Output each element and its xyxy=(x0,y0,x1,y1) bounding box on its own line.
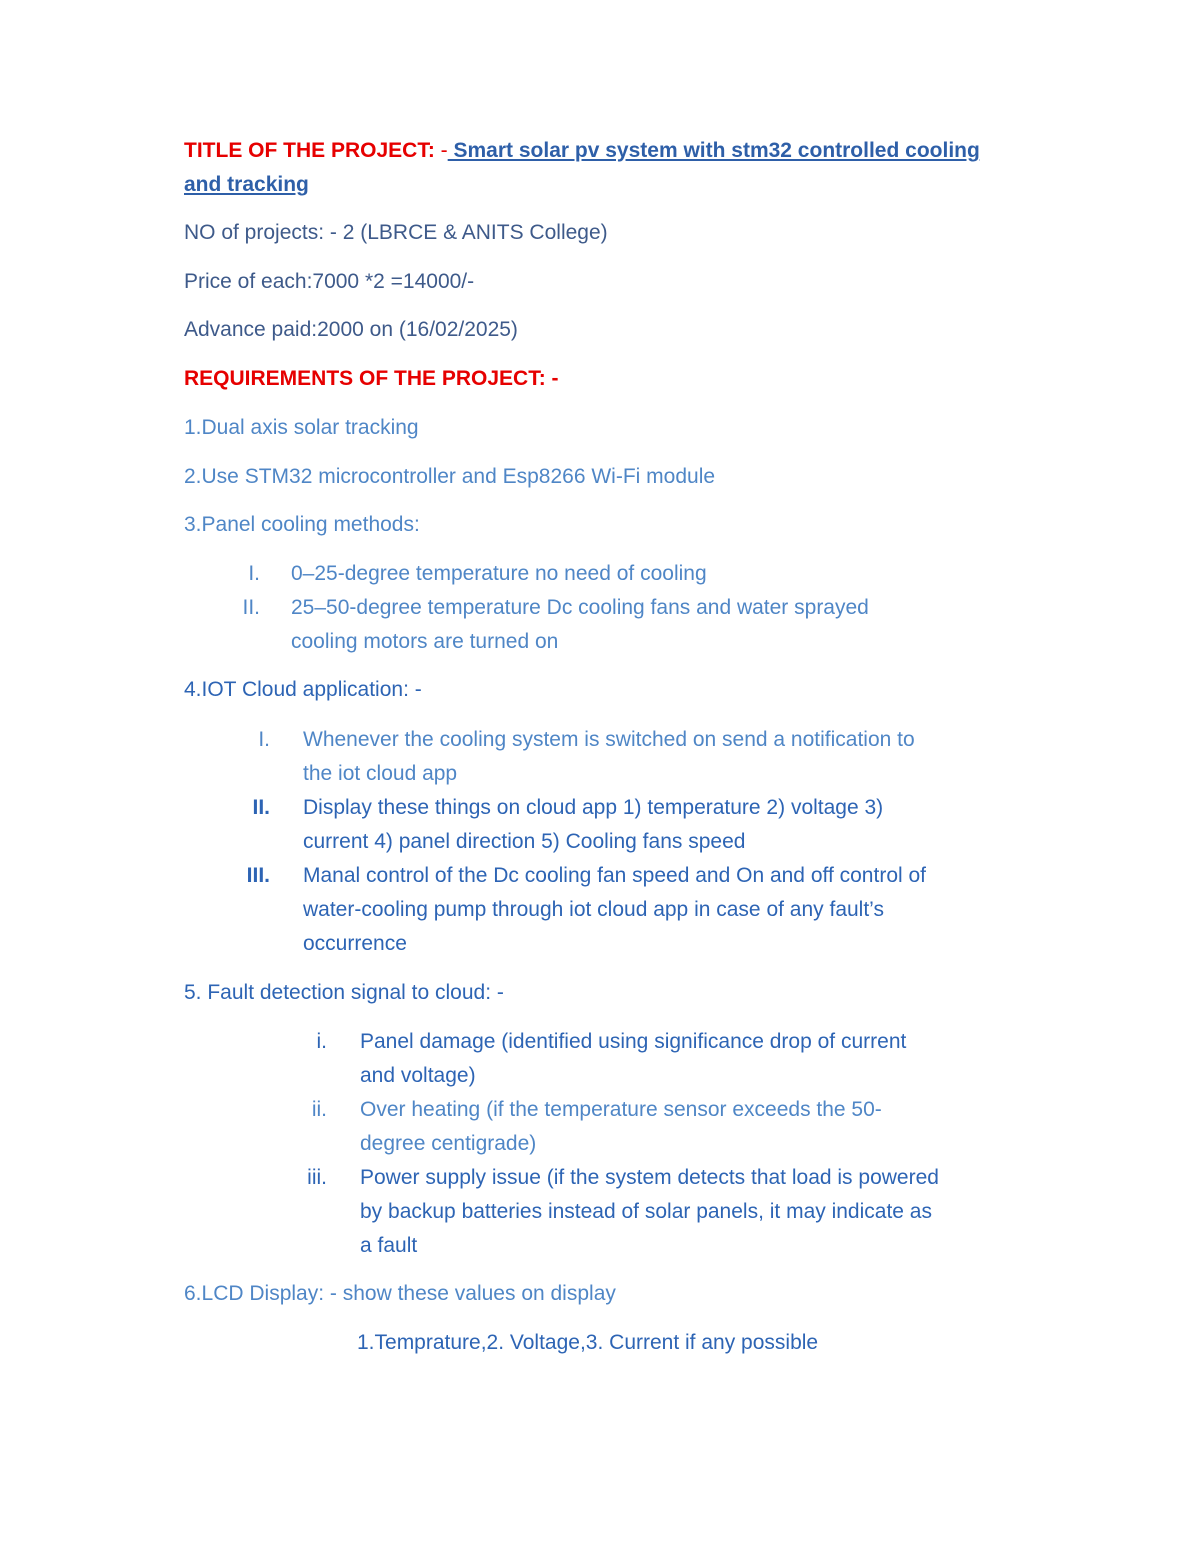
subitem-text: Manal control of the Dc cooling fan speed and On and off control of xyxy=(303,864,927,887)
item-text: Use STM32 microcontroller and Esp8266 Wi-Fi module xyxy=(201,465,716,488)
subitem-text: Whenever the cooling system is switched on send a notification to xyxy=(303,728,915,751)
subitem-text: Power supply issue (if the system detects that load is powered xyxy=(360,1166,939,1189)
requirement-item xyxy=(184,460,715,494)
subitem-text: degree centigrade) xyxy=(360,1132,537,1155)
subitem-number: II. xyxy=(252,796,270,819)
subitem-text: by backup batteries instead of solar panels, it may indicate as xyxy=(360,1200,932,1223)
project-title-text: Smart solar pv system with stm32 controlled cooling xyxy=(447,139,980,162)
subitem-number: ii. xyxy=(311,1098,327,1121)
subitem-number: I. xyxy=(248,562,260,585)
item-number: 4. xyxy=(184,678,202,701)
subitem-text: 0–25-degree temperature no need of cooling xyxy=(291,562,707,585)
advance-line: Advance paid:2000 on (16/02/2025) xyxy=(184,318,518,341)
requirement-item xyxy=(184,1277,616,1311)
item-text: Panel cooling methods: xyxy=(201,513,420,536)
subitem-text: water-cooling pump through iot cloud app in case of any fault’s xyxy=(303,898,884,921)
item-number: 1. xyxy=(184,416,202,439)
requirement-item xyxy=(184,673,422,707)
subitem-number: iii. xyxy=(307,1166,327,1189)
subitem-text: Over heating (if the temperature sensor exceeds the 50- xyxy=(360,1098,882,1121)
requirements-heading: REQUIREMENTS OF THE PROJECT: - xyxy=(184,367,559,390)
subitem-text: a fault xyxy=(360,1234,418,1257)
lcd-values: 1.Temprature,2. Voltage,3. Current if any possible xyxy=(357,1331,819,1354)
requirement-item xyxy=(184,411,419,445)
project-title-text-cont: and tracking xyxy=(184,173,309,196)
item-text: LCD Display: - show these values on display xyxy=(201,1282,616,1305)
item-text: Dual axis solar tracking xyxy=(201,416,419,439)
subitem-text: 25–50-degree temperature Dc cooling fans and water sprayed xyxy=(291,596,869,619)
subitem-text: Display these things on cloud app 1) temperature 2) voltage 3) xyxy=(303,796,884,819)
requirement-item xyxy=(184,508,420,542)
subitem-number: III. xyxy=(246,864,270,887)
subitem-text: current 4) panel direction 5) Cooling fans speed xyxy=(303,830,746,853)
item-number: 2. xyxy=(184,465,202,488)
item-text: IOT Cloud application: - xyxy=(201,678,422,701)
title-label: TITLE OF THE PROJECT: xyxy=(184,139,435,162)
subitem-text: occurrence xyxy=(303,932,407,955)
item-number: 6. xyxy=(184,1282,202,1305)
requirement-item: 5. Fault detection signal to cloud: - xyxy=(184,981,504,1004)
subitem-number: II. xyxy=(242,596,260,619)
subitem-text: cooling motors are turned on xyxy=(291,630,559,653)
price-line: Price of each:7000 *2 =14000/- xyxy=(184,270,475,293)
item-number: 3. xyxy=(184,513,202,536)
subitem-text: and voltage) xyxy=(360,1064,476,1087)
project-title-line xyxy=(184,134,980,168)
subitem-number: i. xyxy=(316,1030,327,1053)
title-dash: - xyxy=(434,139,448,162)
subitem-number: I. xyxy=(258,728,270,751)
projects-count: NO of projects: - 2 (LBRCE & ANITS College) xyxy=(184,221,608,244)
subitem-text: the iot cloud app xyxy=(303,762,458,785)
subitem-text: Panel damage (identified using significance drop of current xyxy=(360,1030,907,1053)
